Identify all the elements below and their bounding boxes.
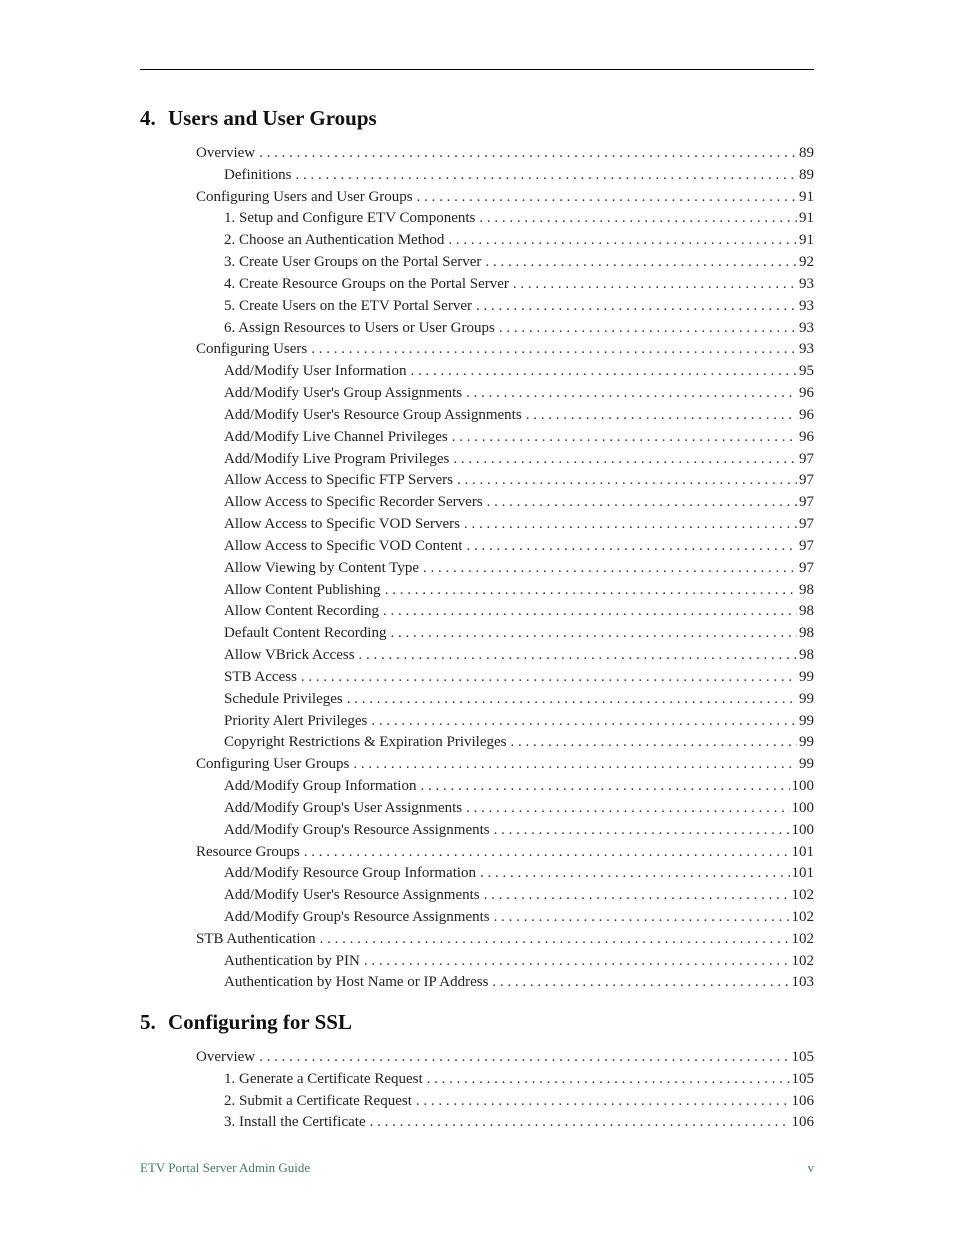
toc-entry[interactable] — [196, 863, 814, 885]
toc-entry[interactable] — [196, 732, 814, 754]
toc-entry-title: Configuring User Groups — [196, 756, 350, 773]
toc-dot-leader — [452, 427, 797, 449]
toc-entry[interactable] — [196, 252, 814, 274]
toc-entry[interactable] — [196, 1047, 814, 1069]
toc-entry[interactable] — [196, 427, 814, 449]
toc-dot-leader — [466, 536, 797, 558]
toc-dot-leader — [320, 929, 790, 951]
toc-entry-page: 99 — [799, 734, 814, 751]
toc-entry-page: 97 — [799, 537, 814, 554]
toc-entry-page: 96 — [799, 406, 814, 423]
toc-entry[interactable] — [196, 689, 814, 711]
toc-list-chapter-4 — [196, 143, 814, 994]
toc-entry-page: 96 — [799, 385, 814, 402]
toc-entry-page: 99 — [799, 668, 814, 685]
toc-entry[interactable] — [196, 907, 814, 929]
toc-dot-leader — [296, 165, 798, 187]
toc-entry-page: 100 — [791, 778, 814, 795]
chapter-heading-5 — [140, 1010, 814, 1035]
toc-entry-title: Add/Modify Group's Resource Assignments — [224, 908, 490, 925]
toc-dot-leader — [304, 842, 790, 864]
toc-dot-leader — [371, 711, 797, 733]
toc-dot-leader — [390, 623, 797, 645]
toc-entry-title: STB Access — [224, 668, 297, 685]
chapter-title: Configuring for SSL — [168, 1010, 352, 1034]
toc-entry-page: 106 — [791, 1092, 814, 1109]
toc-dot-leader — [487, 492, 797, 514]
toc-entry-title: Schedule Privileges — [224, 690, 343, 707]
toc-dot-leader — [410, 361, 797, 383]
toc-entry[interactable] — [196, 972, 814, 994]
toc-dot-leader — [457, 470, 797, 492]
toc-entry-title: Configuring Users — [196, 341, 308, 358]
toc-entry[interactable] — [196, 274, 814, 296]
toc-entry-title: Authentication by Host Name or IP Address — [224, 974, 489, 991]
page-footer — [140, 1160, 814, 1176]
toc-entry[interactable] — [196, 580, 814, 602]
toc-entry-page: 101 — [791, 865, 814, 882]
toc-entry-title: Allow Content Recording — [224, 603, 379, 620]
footer-guide-title: ETV Portal Server Admin Guide — [140, 1160, 311, 1175]
toc-dot-leader — [494, 820, 790, 842]
toc-dot-leader — [526, 405, 797, 427]
toc-dot-leader — [417, 187, 797, 209]
toc-entry-title: Add/Modify Live Program Privileges — [224, 450, 450, 467]
toc-entry[interactable] — [196, 798, 814, 820]
toc-entry-page: 89 — [799, 145, 814, 161]
toc-entry-title: Add/Modify Group Information — [224, 778, 417, 795]
toc-entry-title: 1. Setup and Configure ETV Components — [224, 210, 476, 227]
toc-entry-page: 101 — [791, 843, 814, 860]
toc-dot-leader — [301, 667, 797, 689]
toc-entry-page: 91 — [799, 210, 814, 227]
toc-entry[interactable] — [196, 1069, 814, 1091]
toc-entry-title: Allow Access to Specific Recorder Servers — [224, 494, 483, 511]
toc-entry-title: Add/Modify User Information — [224, 363, 407, 380]
toc-entry[interactable] — [196, 667, 814, 689]
toc-entry[interactable] — [196, 361, 814, 383]
toc-entry-title: 5. Create Users on the ETV Portal Server — [224, 297, 472, 314]
toc-entry-page: 93 — [799, 297, 814, 314]
toc-entry[interactable] — [196, 842, 814, 864]
toc-dot-leader — [347, 689, 797, 711]
toc-entry[interactable] — [196, 208, 814, 230]
toc-entry-page: 98 — [799, 603, 814, 620]
toc-entry-title: Add/Modify Group's User Assignments — [224, 799, 463, 816]
toc-entry-title: Allow VBrick Access — [224, 647, 355, 664]
toc-entry[interactable] — [196, 929, 814, 951]
toc-entry[interactable] — [196, 230, 814, 252]
toc-dot-leader — [359, 645, 797, 667]
toc-entry-page: 100 — [791, 799, 814, 816]
toc-entry-page: 97 — [799, 450, 814, 467]
toc-entry[interactable] — [196, 1112, 814, 1134]
toc-dot-leader — [259, 143, 797, 165]
chapter-title: Users and User Groups — [168, 106, 377, 130]
toc-entry-page: 102 — [791, 930, 814, 947]
toc-entry-title: Allow Content Publishing — [224, 581, 381, 598]
toc-entry-page: 92 — [799, 254, 814, 271]
toc-entry[interactable] — [196, 623, 814, 645]
toc-entry[interactable] — [196, 776, 814, 798]
toc-entry-title: Allow Viewing by Content Type — [224, 559, 419, 576]
toc-entry[interactable] — [196, 492, 814, 514]
toc-entry-title: Allow Access to Specific VOD Content — [224, 537, 463, 554]
toc-entry-page: 97 — [799, 559, 814, 576]
toc-entry-page: 103 — [791, 974, 814, 991]
toc-entry[interactable] — [196, 318, 814, 340]
toc-dot-leader — [476, 296, 797, 318]
toc-entry[interactable] — [196, 558, 814, 580]
toc-entry[interactable] — [196, 165, 814, 187]
chapter-number: 4. — [140, 106, 156, 130]
toc-entry[interactable] — [196, 449, 814, 471]
toc-entry[interactable] — [196, 820, 814, 842]
toc-entry-title: 3. Create User Groups on the Portal Server — [224, 254, 482, 271]
toc-entry-title: Add/Modify Resource Group Information — [224, 865, 477, 882]
chapter-number: 5. — [140, 1010, 156, 1034]
toc-entry-page: 99 — [799, 690, 814, 707]
toc-entry[interactable] — [196, 536, 814, 558]
toc-entry-title: Copyright Restrictions & Expiration Privileges — [224, 734, 507, 751]
toc-entry[interactable] — [196, 296, 814, 318]
toc-dot-leader — [499, 318, 797, 340]
toc-dot-leader — [484, 885, 790, 907]
toc-entry-page: 98 — [799, 625, 814, 642]
toc-entry[interactable] — [196, 711, 814, 733]
toc-entry-page: 98 — [799, 581, 814, 598]
toc-entry-title: Allow Access to Specific VOD Servers — [224, 516, 460, 533]
toc-entry-page: 97 — [799, 516, 814, 533]
toc-entry-title: Add/Modify User's Group Assignments — [224, 385, 463, 402]
toc-entry-title: Add/Modify Group's Resource Assignments — [224, 821, 490, 838]
toc-entry-title: Definitions — [224, 166, 292, 183]
toc-entry-page: 98 — [799, 647, 814, 664]
toc-dot-leader — [479, 208, 797, 230]
toc-dot-leader — [420, 776, 789, 798]
toc-entry-page: 105 — [791, 1049, 814, 1065]
toc-entry-title: Overview — [196, 1049, 256, 1065]
footer-page-number: v — [807, 1160, 814, 1175]
toc-dot-leader — [370, 1112, 790, 1134]
toc-entry[interactable] — [196, 470, 814, 492]
toc-entry-title: Resource Groups — [196, 843, 300, 860]
toc-entry-title: Allow Access to Specific FTP Servers — [224, 472, 453, 489]
toc-entry-title: 3. Install the Certificate — [224, 1114, 366, 1131]
toc-dot-leader — [416, 1091, 790, 1113]
toc-entry[interactable] — [196, 405, 814, 427]
toc-entry-title: Add/Modify User's Resource Group Assignments — [224, 406, 522, 423]
toc-entry-page: 93 — [799, 275, 814, 292]
toc-dot-leader — [466, 383, 797, 405]
toc-entry-page: 102 — [791, 908, 814, 925]
toc-dot-leader — [427, 1069, 790, 1091]
toc-entry-title: Add/Modify Live Channel Privileges — [224, 428, 448, 445]
toc-entry-title: Priority Alert Privileges — [224, 712, 368, 729]
toc-entry-page: 102 — [791, 887, 814, 904]
toc-entry[interactable] — [196, 383, 814, 405]
toc-entry-page: 105 — [791, 1070, 814, 1087]
chapter-heading-4 — [140, 106, 814, 131]
toc-dot-leader — [480, 863, 789, 885]
toc-entry-title: Add/Modify User's Resource Assignments — [224, 887, 480, 904]
toc-list-chapter-5 — [196, 1047, 814, 1134]
toc-entry-page: 97 — [799, 494, 814, 511]
toc-entry-title: 2. Submit a Certificate Request — [224, 1092, 412, 1109]
toc-dot-leader — [353, 754, 797, 776]
toc-entry-title: Overview — [196, 145, 256, 161]
toc-entry[interactable] — [196, 1091, 814, 1113]
toc-entry-page: 102 — [791, 952, 814, 969]
toc-dot-leader — [510, 732, 797, 754]
toc-entry[interactable] — [196, 143, 814, 165]
toc-dot-leader — [453, 449, 797, 471]
toc-entry-page: 106 — [791, 1114, 814, 1131]
toc-dot-leader — [464, 514, 797, 536]
toc-dot-leader — [466, 798, 789, 820]
toc-entry-title: 6. Assign Resources to Users or User Groups — [224, 319, 495, 336]
toc-dot-leader — [383, 601, 797, 623]
toc-dot-leader — [513, 274, 797, 296]
toc-entry-page: 93 — [799, 341, 814, 358]
toc-entry-page: 91 — [799, 232, 814, 249]
toc-entry-title: Default Content Recording — [224, 625, 387, 642]
toc-entry-page: 91 — [799, 188, 814, 205]
toc-dot-leader — [494, 907, 790, 929]
toc-entry[interactable] — [196, 754, 814, 776]
toc-entry-page: 89 — [799, 166, 814, 183]
toc-entry[interactable] — [196, 187, 814, 209]
toc-entry-page: 99 — [799, 756, 814, 773]
toc-entry-page: 95 — [799, 363, 814, 380]
toc-entry[interactable] — [196, 951, 814, 973]
header-rule — [140, 69, 814, 70]
toc-entry[interactable] — [196, 339, 814, 361]
toc-dot-leader — [311, 339, 797, 361]
toc-entry-title: 4. Create Resource Groups on the Portal Server — [224, 275, 509, 292]
toc-entry-title: 1. Generate a Certificate Request — [224, 1070, 423, 1087]
toc-entry-title: Configuring Users and User Groups — [196, 188, 413, 205]
toc-entry-page: 93 — [799, 319, 814, 336]
toc-dot-leader — [385, 580, 797, 602]
toc-entry[interactable] — [196, 514, 814, 536]
toc-entry-page: 100 — [791, 821, 814, 838]
toc-entry[interactable] — [196, 645, 814, 667]
toc-entry[interactable] — [196, 601, 814, 623]
toc-dot-leader — [259, 1047, 789, 1069]
toc-entry-title: STB Authentication — [196, 930, 316, 947]
toc-entry-page: 97 — [799, 472, 814, 489]
toc-entry-page: 96 — [799, 428, 814, 445]
toc-entry-page: 99 — [799, 712, 814, 729]
toc-dot-leader — [485, 252, 797, 274]
toc-entry-title: 2. Choose an Authentication Method — [224, 232, 445, 249]
toc-entry-title: Authentication by PIN — [224, 952, 360, 969]
toc-dot-leader — [364, 951, 790, 973]
toc-dot-leader — [448, 230, 797, 252]
toc-entry[interactable] — [196, 885, 814, 907]
toc-dot-leader — [492, 972, 789, 994]
toc-dot-leader — [423, 558, 797, 580]
